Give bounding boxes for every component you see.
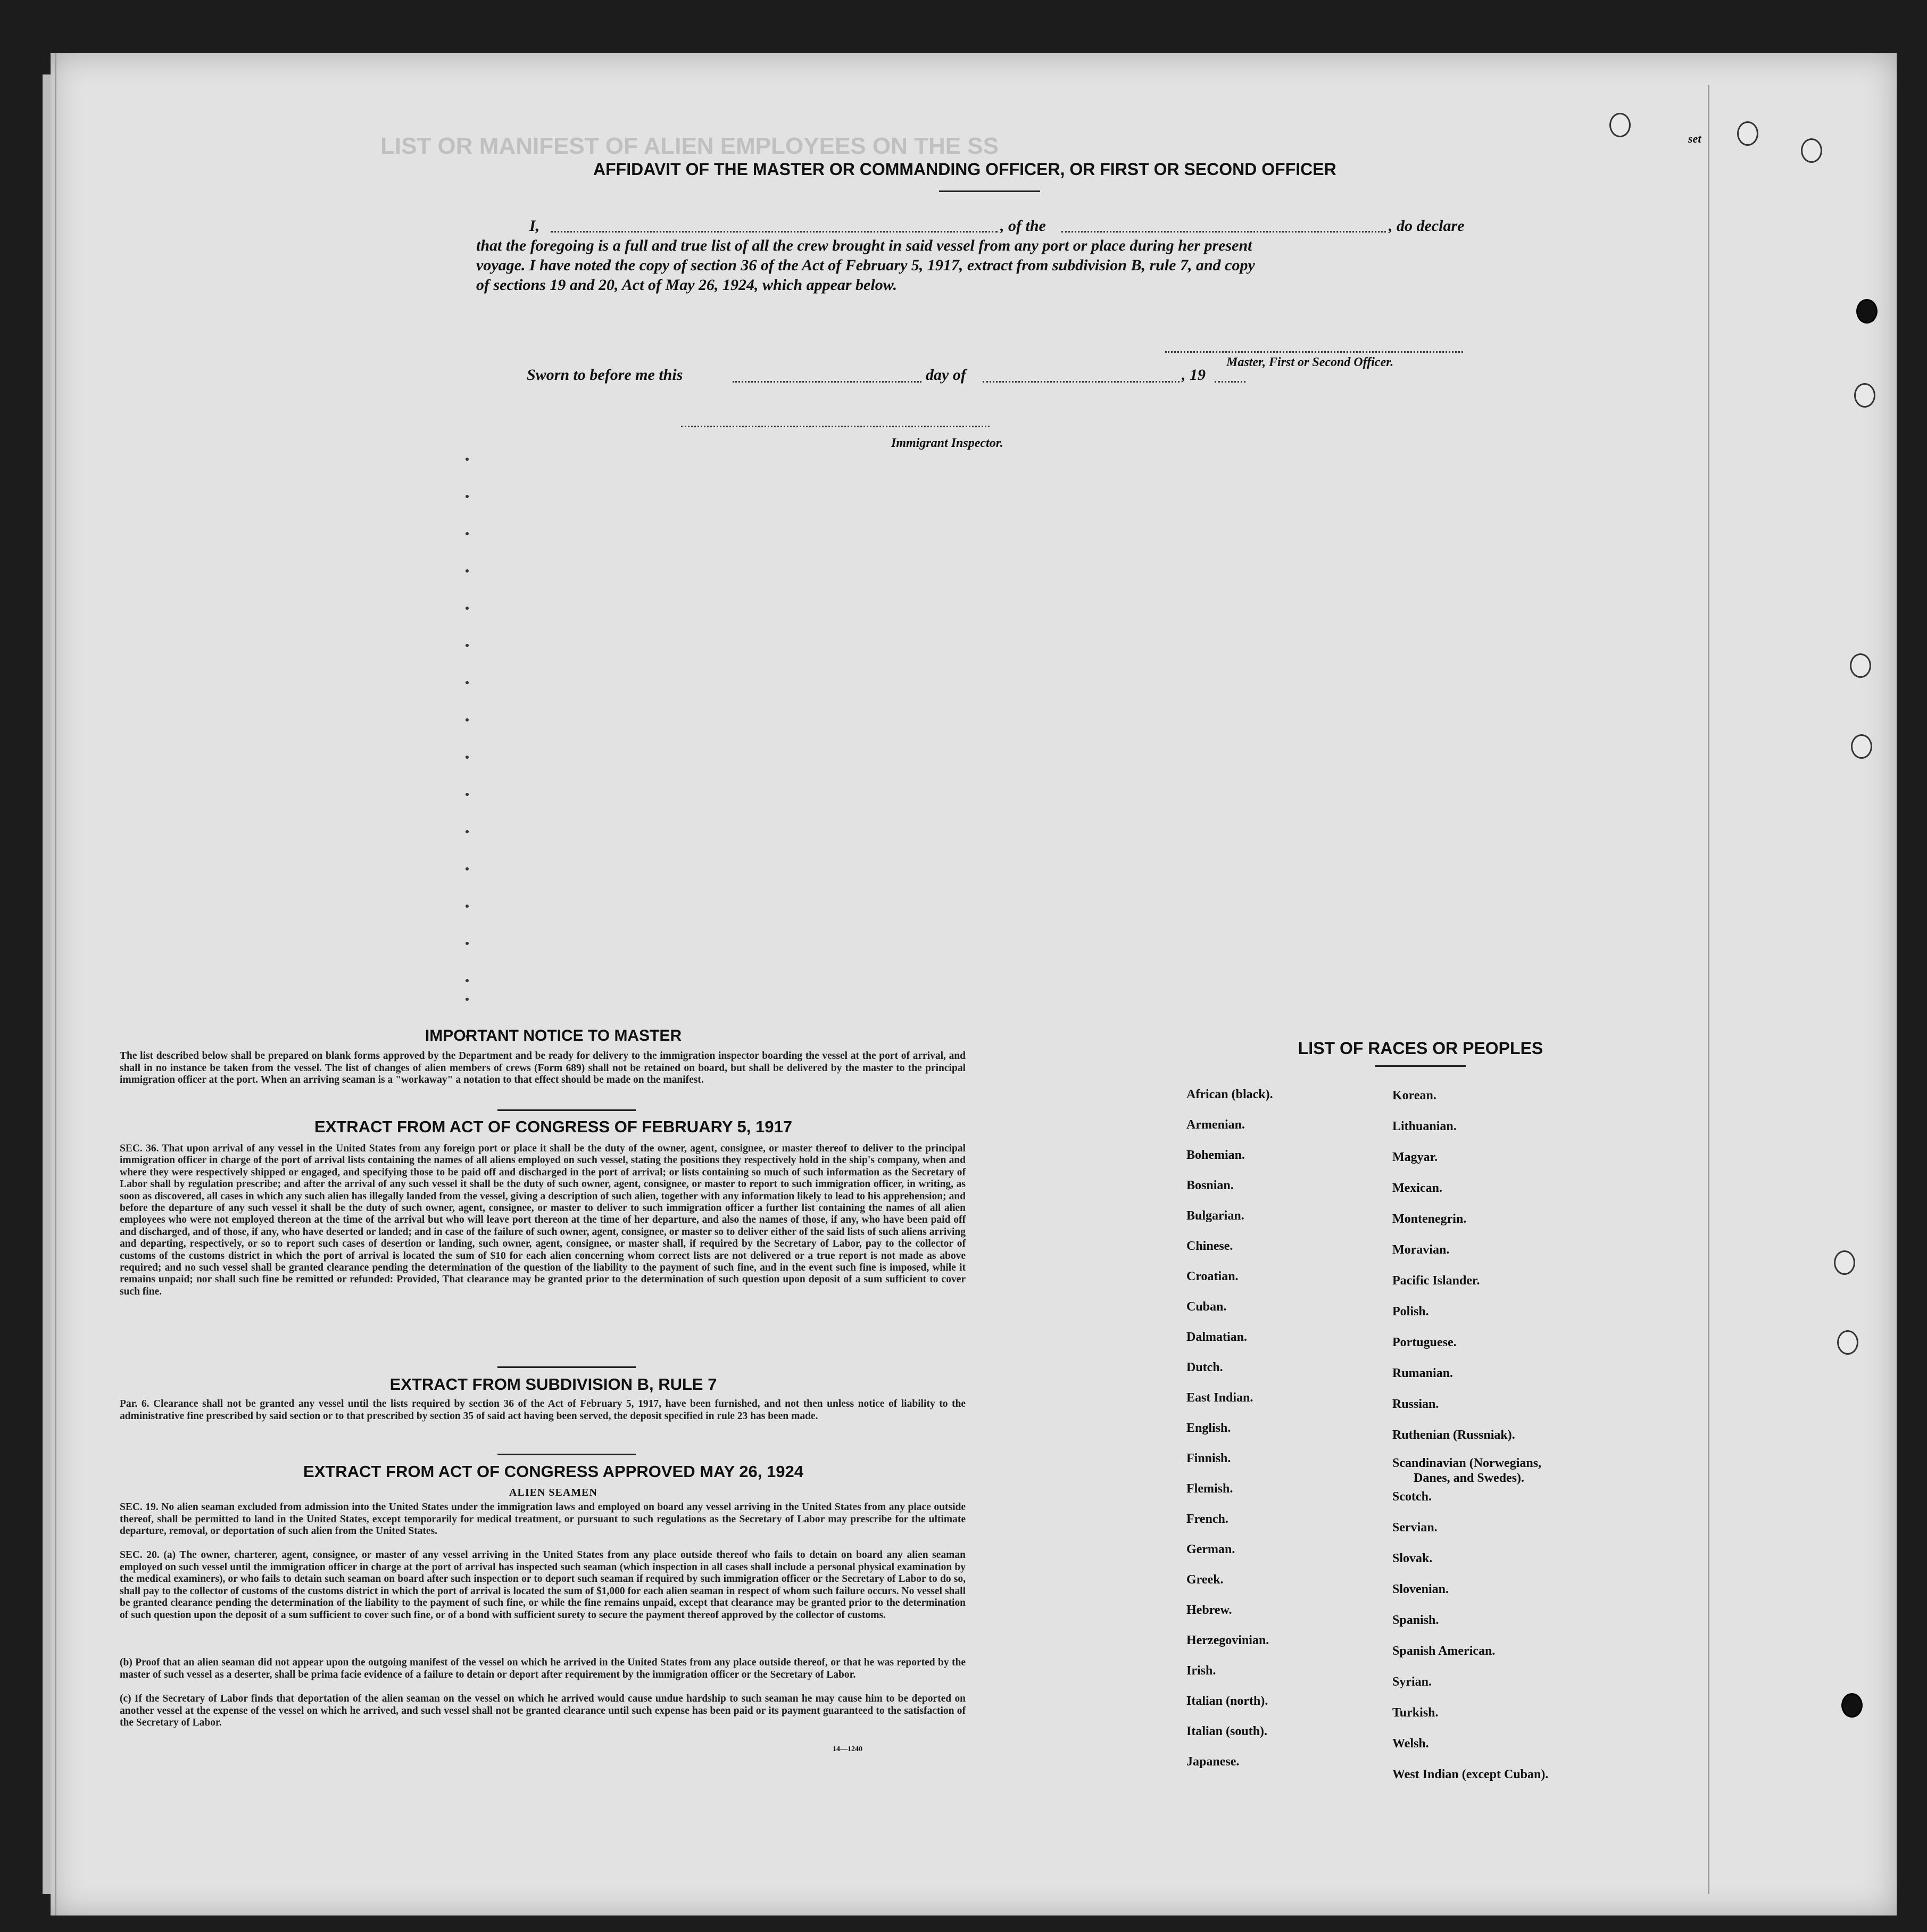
race-item: Turkish.	[1392, 1706, 1439, 1720]
ruling-dot	[466, 681, 469, 684]
document-page	[51, 53, 1897, 1916]
affidavit-line-1: that the foregoing is a full and true list of all the crew brought in said vessel from any port or place during her present	[476, 237, 1252, 254]
race-item: Italian (south).	[1186, 1724, 1268, 1738]
month-blank-line[interactable]	[983, 381, 1180, 383]
extract-1924-subtitle: ALIEN SEAMEN	[509, 1487, 597, 1498]
binder-hole	[1841, 1693, 1863, 1718]
ruling-dot	[466, 607, 469, 610]
day-of-label: day of	[926, 366, 966, 384]
ruling-dot	[466, 718, 469, 722]
extract-1917-title: EXTRACT FROM ACT OF CONGRESS OF FEBRUARY 5, 1917	[314, 1117, 792, 1136]
race-item: Magyar.	[1392, 1150, 1438, 1164]
affidavit-line-2: voyage. I have noted the copy of section 36 of the Act of February 5, 1917, extract from subdivision B, rule 7, and copy	[476, 256, 1255, 274]
section-divider	[497, 1366, 636, 1368]
margin-line	[1708, 85, 1709, 1894]
race-item: Flemish.	[1186, 1482, 1233, 1496]
race-item: Hebrew.	[1186, 1603, 1232, 1617]
section-divider	[497, 1454, 636, 1455]
extract-1917-text: SEC. 36. That upon arrival of any vessel in the United States from any foreign port or place it shall be the duty of the owner, agent, consignee, or master thereof to deliver to the principal immigration officer in charge of the port of arrival lists containing the names of all aliens employed on such vessel, stating the positions they respectively hold in the ship's company, when and where they were respectively shipped or engaged, and specifying those to be paid off and discharged in the port of arrival; or lists containing so much of such information as the Secretary of Labor shall by regulation prescribe; and after the arrival of any such vessel it shall be the duty of such owner, agent, consignee, or master to report to such immigration officer, in writing, as soon as discovered, all cases in which any such alien has illegally landed from the vessel, giving a description of such alien, together with any information likely to lead to his apprehension; and before the departure of any such vessel it shall be the duty of such owner, agent, consignee, or master to deliver to such immigration officer a further list containing the names of all alien employees who were not employed thereon at the time of the arrival but who will leave port thereon at the time of her departure, and also the names of those, if any, who have been paid off and discharged, and of those, if any, who have deserted or landed; and in case of the failure of such owner, agent, consignee, or master so to deliver either of the said lists of such aliens arriving and departing, respectively, or so to report such cases of desertion or landing, such owner, agent, consignee, or master shall, if required by the Secretary of Labor, pay to the collector of customs of the customs district in which the port of arrival is located the sum of $10 for each alien concerning whom correct lists are not delivered or a true report is not made as above required; and no such vessel shall be granted clearance pending the determination of the question of the liability to the payment of such fine, and in the event such fine is imposed, while it remains unpaid; nor shall such fine be remitted or refunded: Provided, That clearance may be granted prior to the determination of such question upon deposit of a sum sufficient to cover such fine.	[120, 1143, 966, 1297]
affidavit-declare-label: , do declare	[1389, 217, 1465, 235]
ruling-dot	[466, 644, 469, 647]
year-label: , 19	[1182, 366, 1206, 384]
rule7-title: EXTRACT FROM SUBDIVISION B, RULE 7	[389, 1375, 717, 1394]
affidavit-i-label: I,	[529, 217, 540, 235]
race-item: Cuban.	[1186, 1300, 1227, 1314]
extract-1924-sec20b: (b) Proof that an alien seaman did not appear upon the outgoing manifest of the vessel on which he arrived in the United States from any place outside thereof, or that he was reported by the master of such vessel as a deserter, shall be prima facie evidence of a failure to detain or deport after requirement by the immigration officer or the Secretary of Labor.	[120, 1657, 966, 1680]
race-item: Slovenian.	[1392, 1582, 1449, 1596]
race-item: Scotch.	[1392, 1490, 1432, 1504]
ruling-dot	[466, 905, 469, 908]
binder-hole	[1609, 113, 1631, 137]
race-item: Scandinavian (Norwegians,	[1392, 1456, 1542, 1470]
ruling-dot	[466, 569, 469, 573]
race-item: Bosnian.	[1186, 1179, 1234, 1192]
title-underline	[939, 190, 1040, 192]
race-item: Spanish.	[1392, 1613, 1439, 1627]
race-item: French.	[1186, 1512, 1228, 1526]
binder-hole	[1850, 653, 1871, 678]
race-item: Lithuanian.	[1392, 1120, 1457, 1133]
binder-hole	[1801, 138, 1822, 163]
race-item: Montenegrin.	[1392, 1212, 1467, 1226]
race-item: Croatian.	[1186, 1270, 1239, 1283]
races-underline	[1375, 1065, 1466, 1067]
ruling-dot	[466, 830, 469, 833]
form-number: 14—1240	[833, 1745, 862, 1753]
affidavit-title: AFFIDAVIT OF THE MASTER OR COMMANDING OFFICER, OR FIRST OR SECOND OFFICER	[593, 160, 1336, 179]
rule7-text: Par. 6. Clearance shall not be granted any vessel until the lists required by section 36 of the Act of February 5, 1917, have been furnished, and not then unless notice of liability to the administrative fine prescribed by said section or to that prescribed by section 35 of said act having been served, the deposit specified in rule 23 has been made.	[120, 1398, 966, 1422]
ruling-dot	[466, 532, 469, 535]
name-blank-line[interactable]	[551, 231, 998, 233]
race-item: Bulgarian.	[1186, 1209, 1244, 1223]
master-caption: Master, First or Second Officer.	[1226, 355, 1394, 369]
race-item: Slovak.	[1392, 1552, 1433, 1565]
race-item: Rumanian.	[1392, 1366, 1453, 1380]
race-item: Finnish.	[1186, 1452, 1231, 1465]
ruling-dot	[466, 793, 469, 796]
section-divider	[497, 1109, 636, 1111]
ruling-dot	[466, 458, 469, 461]
margin-line	[55, 53, 56, 1916]
inspector-caption: Immigrant Inspector.	[891, 436, 1003, 450]
notice-text: The list described below shall be prepared on blank forms approved by the Department and be ready for delivery to the immigration inspector boarding the vessel at the port of arrival, and shall in no instance be taken from the vessel. The list of changes of alien members of crews (Form 689) shall not be retained on board, but shall be delivered by the master to the principal immigration officer at the port. When an arriving seaman is a "workaway" a notation to that effect should be made on the manifest.	[120, 1050, 966, 1085]
race-item: Welsh.	[1392, 1737, 1429, 1751]
binder-hole	[1856, 299, 1878, 324]
race-item: Greek.	[1186, 1573, 1224, 1587]
binder-hole	[1851, 734, 1872, 759]
race-item: Danes, and Swedes).	[1414, 1471, 1525, 1485]
sworn-label: Sworn to before me this	[527, 366, 683, 384]
binder-hole	[1837, 1330, 1858, 1355]
race-item: Portuguese.	[1392, 1336, 1457, 1349]
extract-1924-sec20c: (c) If the Secretary of Labor finds that deportation of the alien seaman on the vessel on which he arrived would cause undue hardship to such seaman he may cause him to be deported on another vessel at the expense of the vessel on which he arrived, and such vessel shall not be granted clearance until such expense has been paid or its payment guaranteed to the satisfaction of the Secretary of Labor.	[120, 1693, 966, 1728]
race-item: German.	[1186, 1543, 1235, 1556]
race-item: Mexican.	[1392, 1181, 1442, 1195]
race-item: Korean.	[1392, 1089, 1436, 1102]
race-item: Chinese.	[1186, 1239, 1233, 1253]
corner-note: set	[1688, 132, 1701, 145]
race-item: Spanish American.	[1392, 1644, 1496, 1658]
ruling-dot	[466, 867, 469, 870]
notice-title: IMPORTANT NOTICE TO MASTER	[425, 1027, 682, 1044]
affidavit-of-the-label: , of the	[1000, 217, 1046, 235]
extract-1924-sec20a: SEC. 20. (a) The owner, charterer, agent, consignee, or master of any vessel arriving in the United States from any place outside thereof who fails to detain on board any alien seaman employed on such vessel until the immigration officer in charge at the port of arrival has inspected such seaman (which inspection in all cases shall include a personal physical examination by the medical examiners), or who fails to detain such seaman on board after such inspection or to deport such seaman if required by such immigration officer or the Secretary of Labor to do so, shall pay to the collector of customs of the customs district in which the port of arrival is located the sum of $1,000 for each alien seaman in respect of whom such failure occurs. No vessel shall be granted clearance pending the determination of the liability to the payment of such fine, or while the fine remains unpaid, except that clearance may be granted prior to the determination of such question upon the deposit of a sum sufficient to cover such fine, or of a bond with sufficient surety to secure the payment thereof approved by the collector of customs.	[120, 1549, 966, 1621]
ruling-dot	[466, 979, 469, 982]
race-item: Japanese.	[1186, 1755, 1240, 1769]
race-item: Dutch.	[1186, 1361, 1223, 1374]
day-blank-line[interactable]	[733, 381, 921, 383]
race-item: Russian.	[1392, 1397, 1439, 1411]
race-item: Bohemian.	[1186, 1148, 1245, 1162]
race-item: Syrian.	[1392, 1675, 1432, 1689]
ruling-dot	[466, 998, 469, 1001]
ruling-dot	[466, 942, 469, 945]
race-item: Ruthenian (Russniak).	[1392, 1428, 1515, 1442]
race-item: Herzegovinian.	[1186, 1634, 1269, 1647]
year-blank-line[interactable]	[1215, 381, 1245, 383]
ruling-dot	[466, 495, 469, 498]
extract-1924-sec19: SEC. 19. No alien seaman excluded from admission into the United States under the immigration laws and employed on board any vessel arriving in the United States from any place outside thereof, shall be permitted to land in the United States, except temporarily for medical treatment, or pursuant to such regulations as the Secretary of Labor may prescribe for the ultimate departure, removal, or deportation of such alien from the United States.	[120, 1502, 966, 1537]
inspector-signature-line[interactable]	[681, 426, 990, 427]
race-item: Servian.	[1392, 1521, 1438, 1535]
race-item: Irish.	[1186, 1664, 1216, 1678]
ruling-dot	[466, 756, 469, 759]
race-item: West Indian (except Cuban).	[1392, 1768, 1549, 1781]
bleed-through-text: LIST OR MANIFEST OF ALIEN EMPLOYEES ON THE SS	[380, 133, 999, 159]
race-item: Pacific Islander.	[1392, 1274, 1480, 1288]
race-item: Italian (north).	[1186, 1694, 1268, 1708]
vessel-blank-line[interactable]	[1061, 231, 1386, 233]
race-item: Dalmatian.	[1186, 1330, 1247, 1344]
race-item: Moravian.	[1392, 1243, 1450, 1257]
race-item: English.	[1186, 1421, 1231, 1435]
races-title: LIST OF RACES OR PEOPLES	[1298, 1039, 1543, 1058]
binder-hole	[1854, 383, 1875, 408]
race-item: East Indian.	[1186, 1391, 1253, 1405]
binder-hole	[1737, 121, 1758, 146]
binder-hole	[1834, 1250, 1855, 1275]
race-item: Armenian.	[1186, 1118, 1245, 1132]
race-item: African (black).	[1186, 1088, 1273, 1101]
race-item: Polish.	[1392, 1305, 1429, 1319]
affidavit-line-3: of sections 19 and 20, Act of May 26, 1924, which appear below.	[476, 276, 898, 294]
extract-1924-title: EXTRACT FROM ACT OF CONGRESS APPROVED MAY 26, 1924	[303, 1462, 803, 1481]
master-signature-line[interactable]	[1165, 351, 1463, 353]
